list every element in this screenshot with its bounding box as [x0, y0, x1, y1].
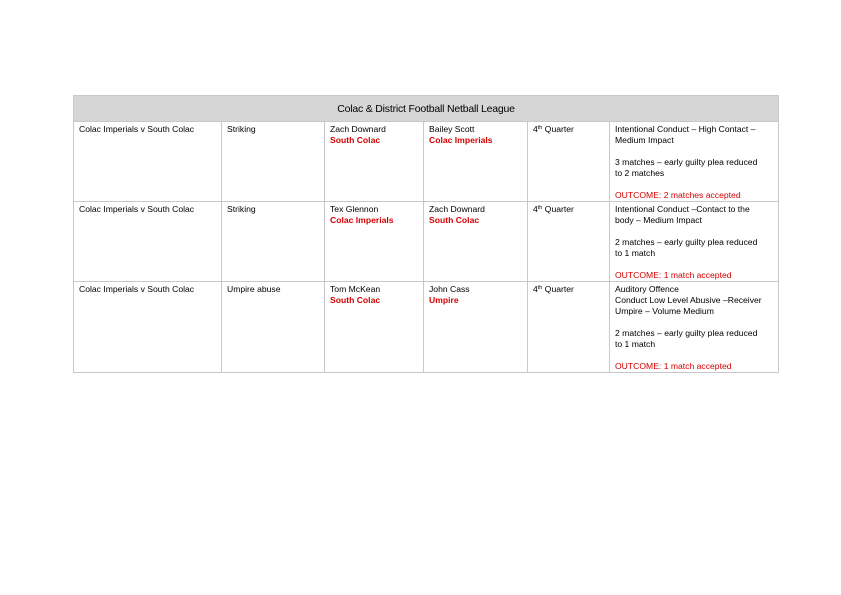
quarter-label: Quarter	[544, 284, 574, 294]
offence-cell	[222, 122, 325, 202]
match-cell	[74, 122, 222, 202]
quarter-number: 4	[533, 204, 538, 214]
outcome-text: OUTCOME: 2 matches accepted	[615, 190, 741, 200]
charge-line: Medium Impact	[615, 135, 674, 145]
victim-name: John Cass	[429, 284, 470, 294]
quarter-label: Quarter	[544, 204, 574, 214]
victim-name: Zach Downard	[429, 204, 485, 214]
charge-line: Intentional Conduct –Contact to the	[615, 204, 750, 214]
table-row	[74, 122, 779, 202]
penalty-line: 2 matches – early guilty plea reduced	[615, 237, 758, 247]
quarter-number: 4	[533, 284, 538, 294]
quarter-suffix: th	[537, 205, 543, 211]
victim-cell	[424, 202, 528, 282]
penalty-line: 3 matches – early guilty plea reduced	[615, 157, 758, 167]
victim-team: South Colac	[429, 215, 480, 225]
player-team: South Colac	[330, 135, 381, 145]
player-team: Colac Imperials	[330, 215, 394, 225]
match-name: Colac Imperials v South Colac	[79, 284, 195, 294]
player-cell	[325, 202, 424, 282]
penalty-line: to 2 matches	[615, 168, 665, 178]
league-title: Colac & District Football Netball League	[74, 96, 779, 122]
offence-cell	[222, 202, 325, 282]
quarter-number: 4	[533, 124, 538, 134]
charge-outcome-cell	[610, 202, 779, 282]
player-cell	[325, 282, 424, 373]
player-name: Tom McKean	[330, 284, 381, 294]
quarter-cell	[528, 202, 610, 282]
quarter-suffix: th	[537, 285, 543, 291]
player-cell	[325, 122, 424, 202]
victim-team: Colac Imperials	[429, 135, 493, 145]
tribunal-results-table	[73, 95, 779, 373]
victim-name: Bailey Scott	[429, 124, 475, 134]
match-cell	[74, 202, 222, 282]
charge-outcome-cell	[610, 282, 779, 373]
match-name: Colac Imperials v South Colac	[79, 204, 195, 214]
victim-cell	[424, 282, 528, 373]
match-cell	[74, 282, 222, 373]
penalty-line: 2 matches – early guilty plea reduced	[615, 328, 758, 338]
victim-cell	[424, 122, 528, 202]
charge-line: Intentional Conduct – High Contact –	[615, 124, 756, 134]
offence-type: Umpire abuse	[227, 284, 281, 294]
offence-cell	[222, 282, 325, 373]
charge-line: body – Medium Impact	[615, 215, 702, 225]
penalty-line: to 1 match	[615, 339, 656, 349]
player-name: Tex Glennon	[330, 204, 379, 214]
table-row	[74, 202, 779, 282]
offence-type: Striking	[227, 204, 256, 214]
charge-outcome-cell	[610, 122, 779, 202]
penalty-line: to 1 match	[615, 248, 656, 258]
player-team: South Colac	[330, 295, 381, 305]
quarter-suffix: th	[537, 125, 543, 131]
outcome-text: OUTCOME: 1 match accepted	[615, 270, 732, 280]
match-name: Colac Imperials v South Colac	[79, 124, 195, 134]
charge-line: Conduct Low Level Abusive –Receiver	[615, 295, 762, 305]
charge-line: Auditory Offence	[615, 284, 679, 294]
player-name: Zach Downard	[330, 124, 386, 134]
charge-line: Umpire – Volume Medium	[615, 306, 714, 316]
quarter-cell	[528, 282, 610, 373]
quarter-cell	[528, 122, 610, 202]
outcome-text: OUTCOME: 1 match accepted	[615, 361, 732, 371]
offence-type: Striking	[227, 124, 256, 134]
quarter-label: Quarter	[544, 124, 574, 134]
victim-team: Umpire	[429, 295, 459, 305]
table-row	[74, 282, 779, 373]
